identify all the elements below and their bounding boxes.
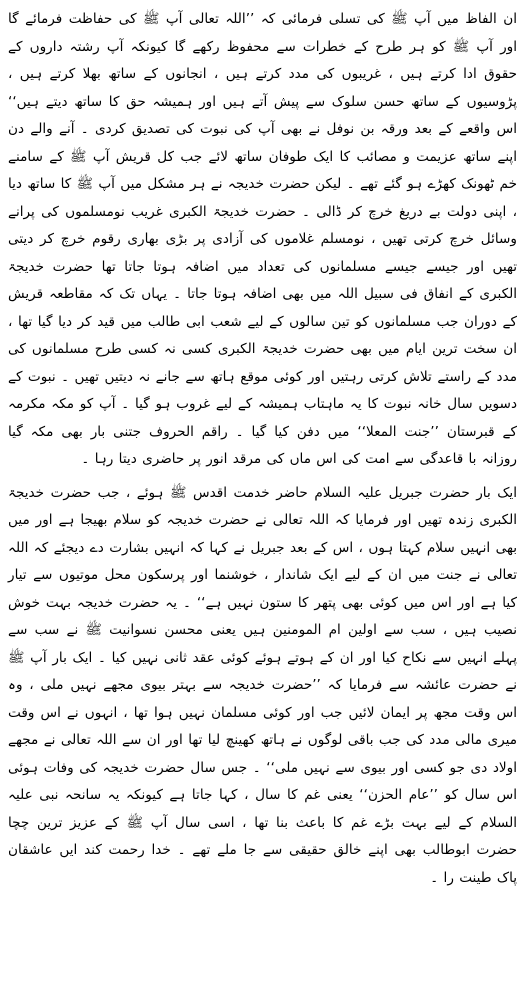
paragraph-jibreel-salam: ایک بار حضرت جبریل علیہ السلام حاضر خدمت اقدس ﷺ ہوئے ، جب حضرت خدیجۃ الکبری زندہ تھیں اور فرمایا کہ اللہ تعالی نے حضرت خدیجہ کو سلام بھیجا ہے اور میں بھی انہیں سلام کہتا ہوں ، اس کے بعد جبریل نے کہا کہ انہیں بشارت دے دیجئے کہ اللہ تعالی نے جنت میں ان کے لیے ایک شاندار ، خوشنما اور پرسکون محل موتیوں سے تیار کیا ہے اور اس میں کوئی بھی پتھر کا ستون نہیں ہے‘‘ ۔ یہ حضرت خدیجہ بہت خوش نصیب ہیں ، سب سے اولین ام المومنین ہیں یعنی محسن نسوانیت ﷺ نے سب سے پہلے انہیں سے نکاح کیا اور ان کے ہوتے ہوئے کوئی عقد ثانی نہیں کیا ۔ ایک بار آپ ﷺ نے حضرت عائشہ سے فرمایا کہ ’’حضرت خدیجہ سے بہتر بیوی مجھے نہیں ملی ، وہ اس وقت مجھ پر ایمان لائیں جب اور کوئی مسلمان نہیں ہوا تھا ، انہوں نے اس وقت میری مالی مدد کی جب باقی لوگوں نے ہاتھ کھینچ لیا تھا اور ان سے اللہ تعالی نے مجھے اولاد دی جو کسی اور بیوی سے نہیں ملی‘‘ ۔ جس سال حضرت خدیجہ کی وفات ہوئی اس سال کو ’’عام الحزن‘‘ یعنی غم کا سال ، کہا جاتا ہے کیونکہ یہ سانحہ نبی علیہ السلام کے لیے بہت بڑے غم کا باعث بنا تھا ، اسی سال آپ ﷺ کے عزیز ترین چچا حضرت ابوطالب بھی اپنے خالق حقیقی سے جا ملے تھے ۔ خدا رحمت کند ایں عاشقان پاک طینت را ۔ <box>8 484 517 886</box>
paragraph-khadija-support: ان الفاظ میں آپ ﷺ کی تسلی فرمائی کہ ’’اللہ تعالی آپ ﷺ کی حفاظت فرمائے گا اور آپ ﷺ کو ہر طرح کے خطرات سے محفوظ رکھے گا کیونکہ آپ رشتہ داروں کے حقوق ادا کرتے ہیں ، غریبوں کی مدد کرتے ہیں ، انجانوں کے ساتھ بھلا کرتے ہیں ، پڑوسیوں کے ساتھ حسن سلوک سے پیش آتے ہیں اور ہمیشہ حق کا ساتھ دیتے ہیں‘‘ اس واقعے کے بعد ورقہ بن نوفل نے بھی آپ کی نبوت کی تصدیق کردی ۔ آنے والے دن اپنے ساتھ عزیمت و مصائب کا ایک طوفان ساتھ لائے جب کل قریش آپ ﷺ کے سامنے خم ٹھونک کھڑے ہو گئے تھے ۔ لیکن حضرت خدیجہ نے ہر مشکل میں آپ ﷺ کا ساتھ دیا ، اپنی دولت بے دریغ خرچ کر ڈالی ۔ حضرت خدیجۃ الکبری غریب نومسلموں کی پرانے وسائل خرچ کرتی تھیں ، نومسلم غلاموں کی آزادی پر بڑی بھاری رقوم خرچ کر دیتی تھیں اور جیسے جیسے مسلمانوں کی تعداد میں اضافہ ہوتا جاتا تھا حضرت خدیجۃ الکبری کے انفاق فی سبیل اللہ میں بھی اضافہ ہوتا جاتا ۔ یہاں تک کہ مقاطعہ قریش کے دوران جب مسلمانوں کو تین سالوں کے لیے شعب ابی طالب میں قید کر دیا گیا تھا ، ان سخت ترین ایام میں بھی حضرت خدیجۃ الکبری کسی نہ کسی طرح مسلمانوں کی مدد کے راستے تلاش کرتی رہتیں اور کوئی موقع ہاتھ سے جانے نہ دیتیں تھیں ۔ نبوت کے دسویں سال خانہ نبوت کا یہ ماہتاب ہمیشہ کے لیے غروب ہو گیا ۔ آپ کو مکہ مکرمہ کے قبرستان ’’جنت المعلا‘‘ میں دفن کیا گیا ۔ راقم الحروف جتنی بار بھی مکہ گیا روزانہ با قاعدگی سے امت کی اس ماں کی مرقد انور پر حاضری دیتا رہا ۔ <box>8 11 517 467</box>
